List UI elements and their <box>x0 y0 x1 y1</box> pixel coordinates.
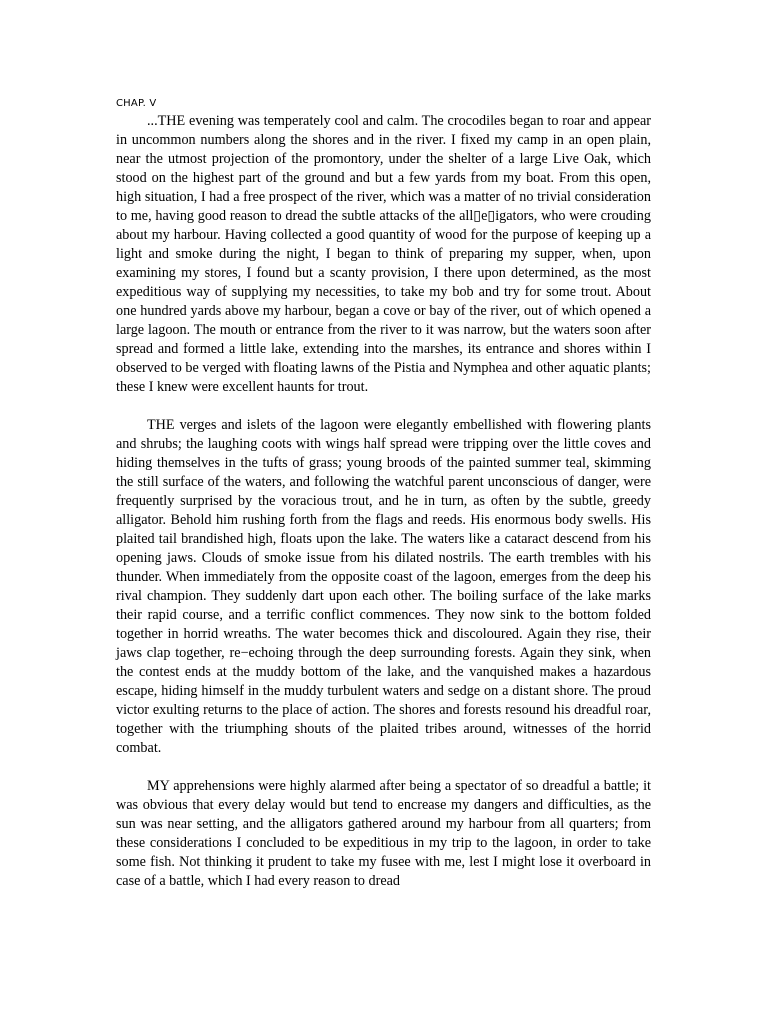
document-page <box>116 97 651 891</box>
paragraph: THE verges and islets of the lagoon were elegantly embellished with flowering plants and shrubs; the laughing coots with wings half spread were tripping over the little coves and hiding themselves in the tufts of grass; young broods of the painted summer teal, skimming the still surface of the waters, and following the watchful parent unconscious of danger, were frequently surprised by the voracious trout, and he in turn, as often by the subtle, greedy alligator. Behold him rushing forth from the flags and reeds. His enormous body swells. His plaited tail brandished high, floats upon the lake. The waters like a cataract descend from his opening jaws. Clouds of smoke issue from his dilated nostrils. The earth trembles with his thunder. When immediately from the opposite coast of the lagoon, emerges from the deep his rival champion. They suddenly dart upon each other. The boiling surface of the lake marks their rapid course, and a terrific conflict commences. They now sink to the bottom folded together in horrid wreaths. The water becomes thick and discoloured. Again they rise, their jaws clap together, re−echoing through the deep surrounding forests. Again they sink, when the contest ends at the muddy bottom of the lake, and the vanquished makes a hazardous escape, hiding himself in the muddy turbulent waters and sedge on a distant shore. The proud victor exulting returns to the place of action. The shores and forests resound his dreadful roar, together with the triumphing shouts of the plaited tribes around, witnesses of the horrid combat. <box>116 417 651 756</box>
paragraph: MY apprehensions were highly alarmed after being a spectator of so dreadful a battle; it was obvious that every delay would but tend to encrease my dangers and difficulties, as the sun was near setting, and the alligators gathered around my harbour from all quarters; from these considerations I concluded to be expeditious in my trip to the lagoon, in order to take some fish. Not thinking it prudent to take my fusee with me, lest I might lose it overboard in case of a battle, which I had every reason to dread <box>116 778 651 889</box>
paragraph: ...THE evening was temperately cool and calm. The crocodiles began to roar and appear in uncommon numbers along the shores and in the river. I fixed my camp in an open plain, near the utmost projection of the promontory, under the shelter of a large Live Oak, which stood on the highest part of the ground and but a few yards from my boat. From this open, high situation, I had a free prospect of the river, which was a matter of no trivial consideration to me, having good reason to dread the subtle attacks of the all▯e▯igators, who were crouding about my harbour. Having collected a good quantity of wood for the purpose of keeping up a light and smoke during the night, I began to think of preparing my supper, when, upon examining my stores, I found but a scanty provision, I there upon determined, as the most expeditious way of supplying my necessities, to take my bob and try for some trout. About one hundred yards above my harbour, began a cove or bay of the river, out of which opened a large lagoon. The mouth or entrance from the river to it was narrow, but the waters soon after spread and formed a little lake, extending into the marshes, its entrance and shores within I observed to be verged with floating lawns of the Pistia and Nymphea and other aquatic plants; these I knew were excellent haunts for trout. <box>116 113 651 395</box>
chapter-heading: CHAP. V <box>116 98 157 109</box>
